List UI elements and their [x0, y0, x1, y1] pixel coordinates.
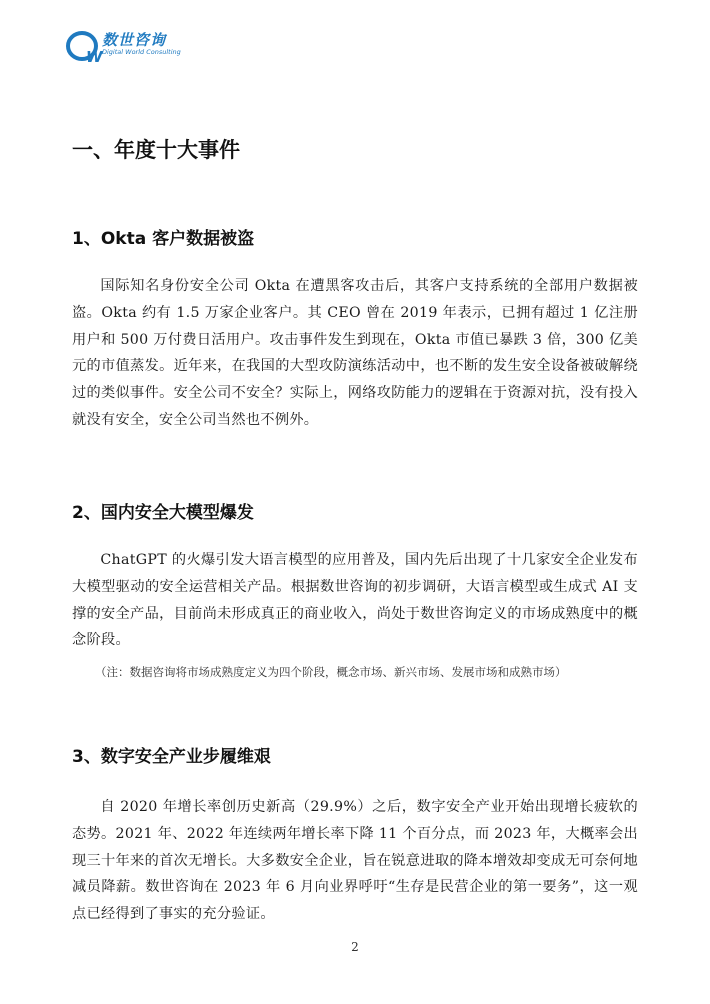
item-3-title: 3、数字安全产业步履维艰 — [72, 747, 271, 767]
logo-tagline: Digital World Consulting — [102, 48, 181, 56]
section-title: 一、年度十大事件 — [72, 138, 240, 162]
item-2-title: 2、国内安全大模型爆发 — [72, 503, 254, 523]
item-3-paragraph: 自 2020 年增长率创历史新高（29.9%）之后，数字安全产业开始出现增长疲软的态势。2021 年、2022 年连续两年增长率下降 11 个百分点，而 2023 年，大概率会出现三十年来的首次无增长。大多数安全企业，旨在锐意进取的降本增效却变成无可奈何地减员降薪。数世咨询在 2023 年 6 月向业界呼吁“生存是民营企业的第一要务”，这一观点已经得到了事实的充分验证。 — [72, 799, 638, 923]
item-2-note: （注：数据咨询将市场成熟度定义为四个阶段，概念市场、新兴市场、发展市场和成熟市场） — [95, 665, 567, 679]
logo-name: 数世咨询 — [102, 31, 167, 49]
svg-text:W: W — [86, 48, 103, 66]
item-1-title: 1、Okta 客户数据被盗 — [72, 229, 255, 249]
page-number: 2 — [351, 940, 359, 954]
company-logo — [66, 26, 206, 70]
item-2-paragraph: ChatGPT 的火爆引发大语言模型的应用普及，国内先后出现了十几家安全企业发布大模型驱动的安全运营相关产品。根据数世咨询的初步调研，大语言模型或生成式 AI 支撑的安全产品，目前尚未形成真正的商业收入，尚处于数世咨询定义的市场成熟度中的概念阶段。 — [72, 552, 638, 649]
item-1-paragraph: 国际知名身份安全公司 Okta 在遭黑客攻击后，其客户支持系统的全部用户数据被盗。Okta 约有 1.5 万家企业客户。其 CEO 曾在 2019 年表示，已拥有超过 1 亿注册用户和 500 万付费日活用户。攻击事件发生到现在，Okta 市值已暴跌 3 倍，300 亿美元的市值蒸发。近年来，在我国的大型攻防演练活动中，也不断的发生安全设备被破解绕过的类似事件。安全公司不安全？实际上，网络攻防能力的逻辑在于资源对抗，没有投入就没有安全，安全公司当然也不例外。 — [72, 278, 638, 428]
